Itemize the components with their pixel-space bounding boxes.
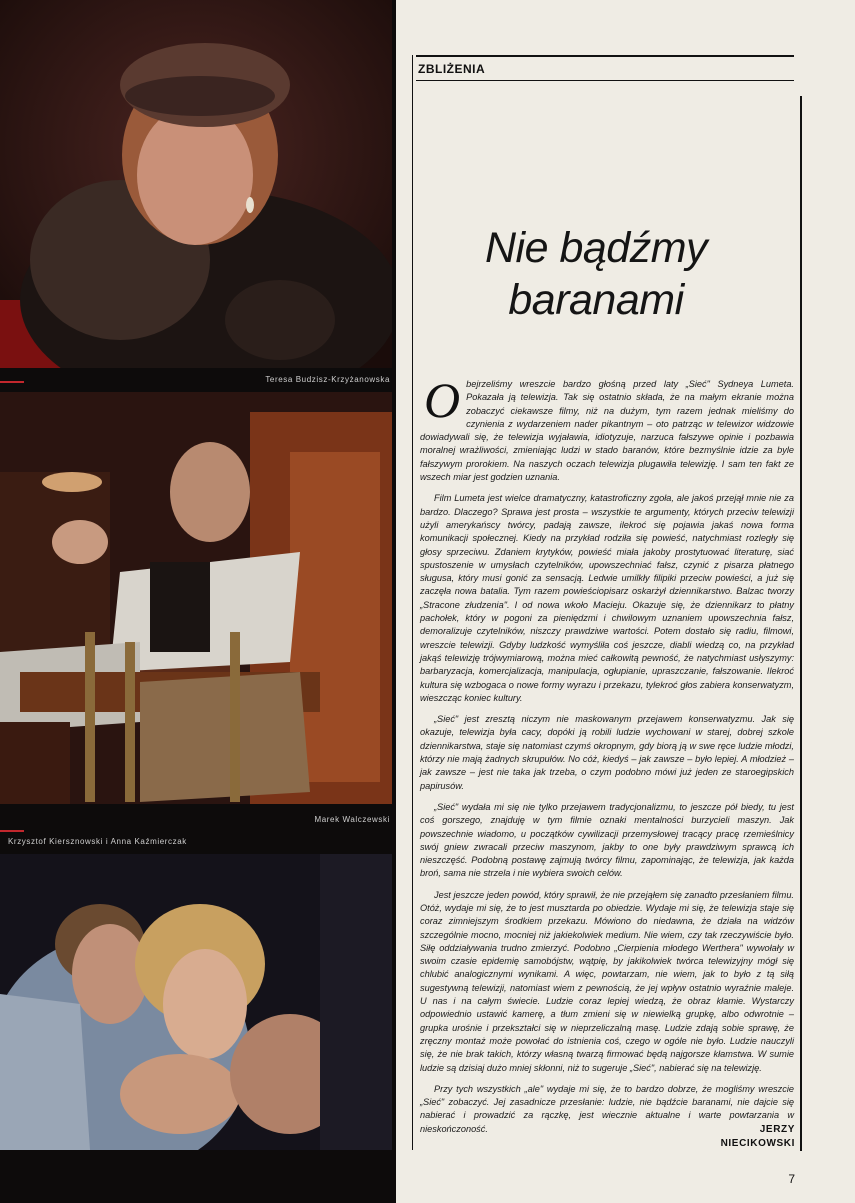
article-paragraph: Jest jeszcze jeden powód, który sprawił, że nie przejąłem się zanadto przesłaniem filmu. Otóż, wydaje mi się, że to jest musztarda po obiedzie. Wydaje mi się, że telewizja staje się coraz zimniejszym środkiem przekazu. Mówiono do niedawna, że działa na widzów szczególnie mocno, mocniej niż jakiekolwiek medium. Nie wiem, czy tak rzeczywiście było. Siłę oddziaływania trudno zmierzyć. Podobno „Cierpienia młodego Werthera" wywołały w swoim czasie epidemię samobójstw, wątpię, by jakikolwiek twórca telewizyjny mógł się chlubić analogicznymi wynikami. A więc, powtarzam, nie wiem, jak to było z tą siłą sugestywną telewizji, natomiast wiem z pewnością, że jej wpływ ostatnio wyraźnie maleje. U nas i na całym świecie. Ludzie coraz lepiej wiedzą, że obraz kłamie. Wystarczy odpowiednio ustawić kamerę, a tłum zmieni się w niewielką grupkę, albo odwrotnie – grupka urośnie i przekształci się w nieprzeliczalną masę. Ludzie zdają sobie sprawę, że zręczny montaż może powołać do istnienia coś, czego w ogóle nie było. Ludzie nauczyli się, że nie brak takich, którzy własną twarzą firmować będą najgorsze kłamstwa. W sumie ludzie są dzisiaj dużo mniej skłonni, niż to sugeruje „Sieć", nabierać się na telewizję. <box>420 889 794 1073</box>
photo-column <box>0 0 396 1203</box>
author-byline <box>721 1123 795 1151</box>
caption-red-line <box>0 830 24 832</box>
title-line: Nie bądźmy <box>484 224 708 272</box>
article-column <box>396 0 855 1203</box>
section-label: ZBLIŻENIA <box>418 62 486 76</box>
section-rule <box>416 80 794 81</box>
article-paragraph: „Sieć" jest zresztą niczym nie maskowanym przejawem konserwatyzmu. Jak się okazuje, telewizja była cacy, dopóki ją robili ludzie wychowani w starej, dobrej szkole dziennikarstwa, staje się natomiast czymś okropnym, gdy biorą ją w swe ręce ludzie młodzi, którzy nie mają żadnych skrupułów. No cóż, kiedyś – jak zawsze – było lepiej. A młodzież – jak zawsze – jest nie taka jak trzeba, o czym podobno mówi już jeden ze staroegipskich papirusów. <box>420 714 794 791</box>
photo-caption: Marek Walczewski <box>314 815 390 824</box>
photo-couple-embrace <box>0 854 392 1150</box>
article-body <box>420 372 794 1144</box>
drop-cap: O <box>424 372 461 428</box>
caption-red-line <box>0 381 24 383</box>
column-rule-left <box>412 55 413 1150</box>
title-line: baranami <box>508 276 684 324</box>
section-rule <box>416 55 794 57</box>
photo-caption: Krzysztof Kiersznowski i Anna Kaźmierczak <box>8 837 187 846</box>
author-first-name: JERZY <box>759 1124 795 1135</box>
article-title <box>426 222 766 326</box>
author-last-name: NIECIKOWSKI <box>720 1138 795 1149</box>
article-paragraph: „Sieć" wydała mi się nie tylko przejawem tradycjonalizmu, to jeszcze pół biedy, tu jest coś gorszego, znajduję w tym filmie oznaki mentalności burzycieli maszyn. Jak powszechnie wiadomo, u początków cywilizacji przemysłowej tracący pracę rzemieślnicy swój gniew zwracali przeciw maszynom, jakby to one były prawdziwym sprawcą ich nieszczęść. Podobną postawę zajmują twórcy filmu, zapominając, że telewizja, jak każda broń, sama nie strzela i nie wybiera swoich celów. <box>420 801 794 879</box>
paragraph-text: bejrzeliśmy wreszcie bardzo głośną przed laty „Sieć" Sydneya Lumeta. Pokazała ją telewizja. Tak się ostatnio składa, że na małym ekranie można zobaczyć ciekawsze filmy, niż na dużym, tym razem jednak mieliśmy do czynienia z wydarzeniem nader pikantnym – oto patrząc w telewizor widzowie dowiadywali się, że telewizja wyjaławia, idiotyzuje, narzuca fałszywe opinie i pozbawia moralnej wrażliwości, zmieniając ludzi w stado baranów, które bezmyślnie idzie za byle fałszywym prorokiem. Na naszych oczach telewizja plugawiła telewizję. I sam ten fakt ze wszech miar jest godzien uznania. <box>420 379 794 483</box>
photo-woman-in-hat <box>0 0 392 368</box>
photo-caption: Teresa Budzisz-Krzyżanowska <box>265 375 390 384</box>
page-number: 7 <box>788 1172 795 1186</box>
column-rule-right <box>800 96 802 1151</box>
article-paragraph: Przy tych wszystkich „ale" wydaje mi się, że to bardzo dobrze, że mogliśmy wreszcie „Sieć" zobaczyć. Jej zasadnicze przesłanie: ludzie, nie bądźcie baranami, nie dajcie się nabierać i prowadzić za rączkę, jest wiecznie aktualne i warte powtarzania w nieskończoność. <box>420 1083 794 1134</box>
article-paragraph <box>420 372 794 484</box>
photo-man-at-fireplace <box>0 392 392 804</box>
article-paragraph: Film Lumeta jest wielce dramatyczny, katastroficzny zgoła, ale jakoś przejął mnie nie za bardzo. Dlaczego? Sprawa jest prosta – wszystkie te argumenty, których przeciw telewizji użyli amerykańscy twórcy, padają zawsze, ilekroć się pojawia jakaś nowa forma komunikacji społecznej. Kiedy na przykład rodziła się powieść, natychmiast rozległy się głosy sprzeciwu. Zdaniem krytyków, powieść miała jakoby prostytuować literaturę, siać spustoszenie w umysłach czytelników, upowszechniać fałsz, czynić z pisarza płatnego sługusa, który musi gonić za sensacją. Ledwie umilkły filipiki przeciw powieści, a już się zaczęła nowa batalia. Tym razem powieściopisarz oskarżył dziennikarstwo. Balzac tworzy „Stracone złudzenia". I od nowa wkoło Macieju. Okazuje się, że dziennikarz to płatny pachołek, który w pogoni za pieniędzmi i chwilowym uznaniem upowszechnia fałsz, demoralizuje czytelników, niszczy prawdziwe wartości. Potem dostało się radiu, filmowi, wreszcie telewizji. Gdyby ludzkość wymyśliła coś jeszcze, diabli wiedzą co, na przykład jakąś telewizję trójwymiarową, można mieć całkowitą pewność, że natychmiast usłyszymy: barbaryzacja, komercjalizacja, manipulacja, ogłupianie, upraszczanie, fałszowanie. Ilekroć kultura się wzbogaca o nowe formy wyrazu i przekazu, tylekroć głos zabiera konserwatyzm, wieszcząc koniec kultury. <box>420 493 794 703</box>
